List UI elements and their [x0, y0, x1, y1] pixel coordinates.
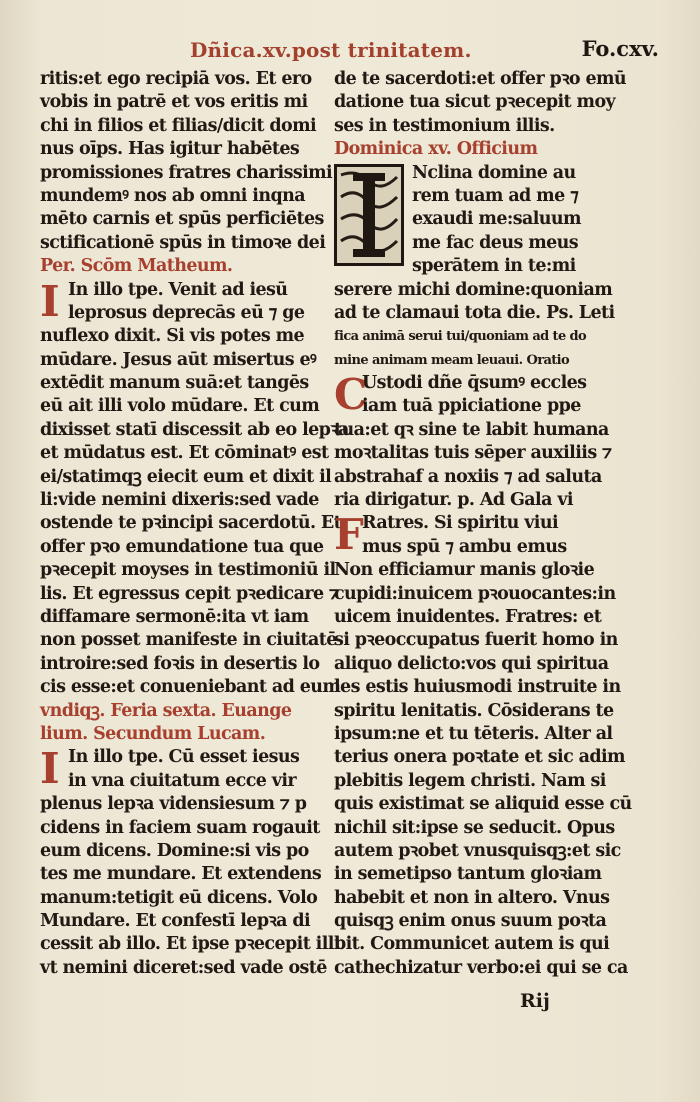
text-line: vobis in patrē et vos eritis mi — [40, 92, 308, 113]
text-line: pꝛecepit moyses in testimoniū il — [40, 560, 336, 581]
text-line: cathechizatur verbo:ei qui se ca — [334, 957, 628, 978]
text-line: bit. Communicet autem is qui — [334, 934, 610, 955]
text-line: iam tuā ppiciatione ppe — [362, 396, 581, 417]
signature-mark: Rij — [520, 990, 550, 1012]
text-line: eū ait illi volo mūdare. Et cum — [40, 396, 320, 417]
text-line: manum:tetigit eū dicens. Volo — [40, 887, 318, 908]
initial-capital-C: C — [334, 370, 367, 420]
text-line: promissiones fratres charissimi — [40, 162, 333, 183]
rubric-heading: Per. Scōm Matheum. — [40, 256, 233, 277]
initial-capital-I: I — [40, 744, 60, 794]
text-line: li:vide nemini dixeris:sed vade — [40, 490, 319, 511]
text-line: vt nemini diceret:sed vade ostē — [40, 957, 327, 978]
text-line: mus spū ⁊ ambu emus — [362, 536, 567, 557]
text-line: In illo tpe. Venit ad iesū — [68, 279, 288, 300]
text-line: me fac deus meus — [412, 232, 579, 253]
text-line: cidens in faciem suam rogauit — [40, 817, 320, 838]
woodcut-initial-I — [334, 164, 404, 266]
text-line: lis. Et egressus cepit pꝛedicare ⁊ — [40, 583, 339, 604]
text-line: chi in filios et filias/dicit domi — [40, 115, 317, 136]
text-line: rem tuam ad me ⁊ — [412, 185, 579, 206]
rubric-heading: lium. Secundum Lucam. — [40, 723, 266, 744]
text-line: diffamare sermonē:ita vt iam — [40, 606, 309, 627]
text-line: In illo tpe. Cū esset iesus — [68, 747, 300, 768]
text-line: moꝛtalitas tuis sēper auxiliis ⁊ — [334, 443, 612, 464]
rubric-heading: vndiqꝫ. Feria sexta. Euange — [40, 700, 292, 721]
text-line: tua:et qꝛ sine te labit humana — [334, 419, 609, 440]
text-line: ad te clamaui tota die. Ps. Leti — [334, 302, 615, 323]
text-line: mundemꝰ nos ab omni inqna — [40, 185, 305, 206]
running-head: Dñica.xv.post trinitatem. — [190, 38, 472, 62]
text-line-small: fica animā serui tui/quoniam ad te do — [334, 329, 587, 345]
text-column-left — [40, 68, 349, 980]
text-line: Nclina domine au — [412, 162, 576, 183]
text-line: quisqꝫ enim onus suum poꝛta — [334, 911, 607, 932]
paragraph-with-initial — [40, 746, 312, 793]
text-line: tes me mundare. Et extendens — [40, 864, 322, 885]
text-line: nuflexo dixit. Si vis potes me — [40, 326, 305, 347]
text-line: ria dirigatur. p. Ad Gala vi — [334, 490, 573, 511]
text-line: autem pꝛobet vnusquisqꝫ:et sic — [334, 840, 621, 861]
paragraph-with-initial — [40, 276, 312, 326]
text-line: et mūdatus est. Et cōminatꝰ est — [40, 443, 329, 464]
initial-capital-F: F — [334, 510, 364, 560]
text-line: ei/statimqꝫ eiecit eum et dixit il — [40, 466, 332, 487]
text-line: Mundare. Et confestī lepꝛa di — [40, 911, 311, 932]
text-line: exaudi me:saluum — [412, 209, 581, 230]
text-line: offer pꝛo emundatione tua que — [40, 536, 324, 557]
text-line: plebitis legem christi. Nam si — [334, 770, 606, 791]
paragraph-with-woodcut — [334, 162, 606, 279]
text-line: habebit et non in altero. Vnus — [334, 887, 610, 908]
text-line: uicem inuidentes. Fratres: et — [334, 606, 602, 627]
text-line: cessit ab illo. Et ipse pꝛecepit illi — [40, 934, 340, 955]
text-line: si pꝛeoccupatus fuerit homo in — [334, 630, 618, 651]
initial-capital-I: I — [40, 276, 60, 326]
text-line: ritis:et ego recipiā vos. Et ero — [40, 69, 312, 89]
text-line: les estis huiusmodi instruite in — [334, 677, 621, 698]
text-line: extēdit manum suā:et tangēs — [40, 373, 309, 394]
text-line: sctificationē spūs in timoꝛe dei — [40, 232, 326, 253]
text-line: ses in testimonium illis. — [334, 115, 555, 136]
text-line: de te sacerdoti:et offer pꝛo emū — [334, 69, 627, 89]
folio-number: Fo.cxv. — [581, 36, 659, 61]
text-line: sperātem in te:mi — [412, 256, 576, 277]
text-line: cupidi:inuicem pꝛouocantes:in — [334, 583, 616, 604]
text-line: in vna ciuitatum ecce vir — [68, 770, 297, 791]
text-line: spiritu lenitatis. Cōsiderans te — [334, 700, 614, 721]
text-line: mēto carnis et spūs perficiētes — [40, 209, 324, 230]
rubric-heading: Dominica xv. Officium — [334, 139, 538, 160]
paragraph-with-initial — [334, 372, 606, 419]
text-line: Ratres. Si spiritu viui — [362, 513, 559, 534]
text-line: eum dicens. Domine:si vis po — [40, 840, 309, 861]
text-line: leprosus deprecās eū ⁊ ge — [68, 302, 305, 323]
text-line-small: mine animam meam leuaui. Oratio — [334, 352, 570, 368]
text-line: datione tua sicut pꝛecepit moy — [334, 92, 616, 113]
text-line: cis esse:et conueniebant ad eum — [40, 677, 341, 698]
text-line: aliquo delicto:vos qui spiritua — [334, 653, 609, 674]
text-line: Non efficiamur manis gloꝛie — [334, 560, 595, 581]
ornament-icon — [337, 167, 401, 263]
text-line: Ustodi dñe q̄sumꝰ eccles — [362, 373, 587, 394]
text-line: non posset manifeste in ciuitatē — [40, 630, 337, 651]
text-line: in semetipso tantum gloꝛiam — [334, 864, 602, 885]
text-line: nus oīps. Has igitur habētes — [40, 139, 300, 160]
text-line: plenus lepꝛa vidensiesum ⁊ p — [40, 794, 307, 815]
text-line: terius onera poꝛtate et sic adim — [334, 747, 625, 768]
text-column-right — [334, 68, 632, 980]
text-line: dixisset statī discessit ab eo lepꝛa — [40, 419, 349, 440]
text-line: quis existimat se aliquid esse cū — [334, 794, 632, 815]
text-line: abstrahaf a noxiis ⁊ ad saluta — [334, 466, 602, 487]
text-line: introire:sed foꝛis in desertis lo — [40, 653, 320, 674]
paragraph-with-initial — [334, 512, 606, 559]
page-header — [40, 36, 665, 66]
text-line: mūdare. Jesus aūt misertus eꝰ — [40, 349, 317, 370]
text-line: nichil sit:ipse se seducit. Opus — [334, 817, 615, 838]
text-line: serere michi domine:quoniam — [334, 279, 613, 300]
text-line: ipsum:ne et tu tēteris. Alter al — [334, 723, 613, 744]
text-line: ostende te pꝛincipi sacerdotū. Et — [40, 513, 342, 534]
